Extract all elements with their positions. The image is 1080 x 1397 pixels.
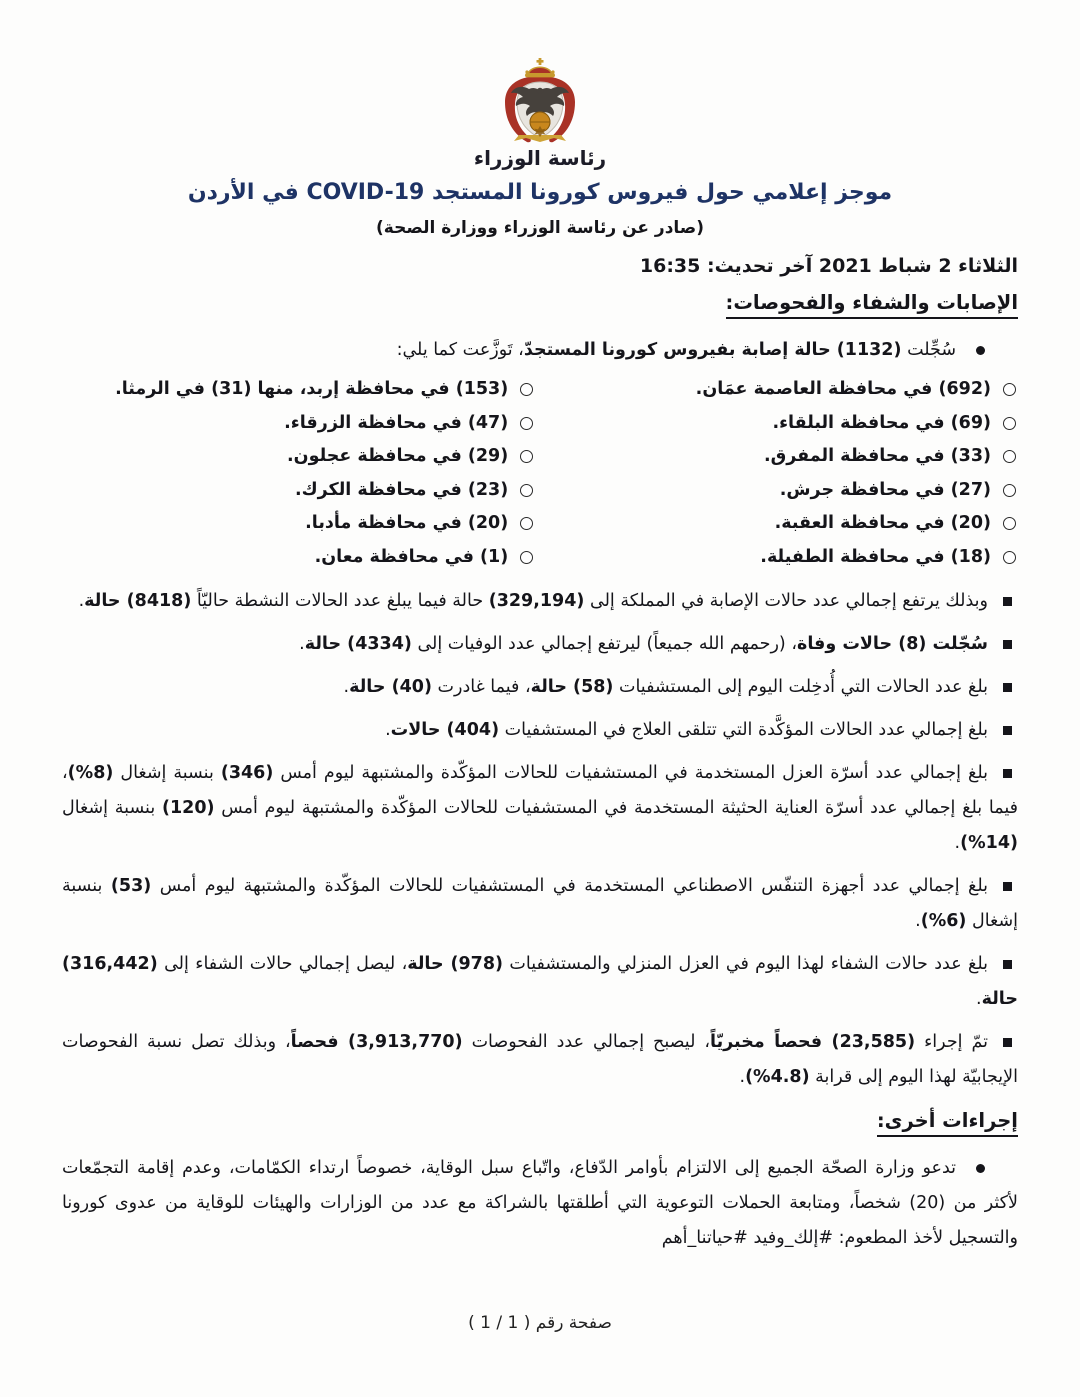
governorate-item: (69) في محافظة البلقاء. — [535, 407, 1018, 441]
governorate-item: (47) في محافظة الزرقاء. — [62, 407, 535, 441]
section-heading-measures: إجراءات أخرى: — [62, 1109, 1018, 1137]
governorate-item: (692) في محافظة العاصمة عمَان. — [535, 373, 1018, 407]
section-heading-cases: الإصابات والشفاء والفحوصات: — [62, 291, 1018, 319]
governorate-item: (20) في محافظة العقبة. — [535, 507, 1018, 541]
governorate-item: (27) في محافظة جرش. — [535, 474, 1018, 508]
date-line: الثلاثاء 2 شباط 2021 آخر تحديث: 16:35 — [639, 255, 1018, 277]
governorate-item: (29) في محافظة عجلون. — [62, 440, 535, 474]
stat-bullet-total-cases: وبذلك يرتفع إجمالي عدد حالات الإصابة في المملكة إلى (329,194) حالة فيما يبلغ عدد الحالات النشطة حاليّاً (8418) حالة. — [62, 584, 1018, 619]
stat-bullet-tests: تمّ إجراء (23,585) فحصاً مخبريّاً، ليصبح إجمالي عدد الفحوصات (3,913,770) فحصاً، وبذلك تصل نسبة الفحوصات الإيجابيّة لهذا اليوم إلى قرابة (%4.8). — [62, 1025, 1018, 1095]
page-subtitle: (صادر عن رئاسة الوزراء ووزارة الصحة) — [376, 218, 704, 238]
jordan-coat-of-arms-icon — [481, 58, 599, 144]
stat-bullet-recoveries: بلغ عدد حالات الشفاء لهذا اليوم في العزل المنزلي والمستشفيات (978) حالة، ليصل إجمالي حالات الشفاء إلى (316,442) حالة. — [62, 947, 1018, 1017]
governorate-item: (1) في محافظة معان. — [62, 541, 535, 575]
stat-bullet-hospital-treatment: بلغ إجمالي عدد الحالات المؤكَّدة التي تتلقى العلاج في المستشفيات (404) حالات. — [62, 713, 1018, 748]
stat-bullet-isolation-beds: بلغ إجمالي عدد أسرّة العزل المستخدمة في المستشفيات للحالات المؤكّدة والمشتبهة ليوم أمس (346) بنسبة إشغال (%8)، فيما بلغ إجمالي عدد أسرّة العناية الحثيثة المستخدمة في المستشفيات للحالات المؤكّدة والمشتبهة ليوم أمس (120) بنسبة إشغال (%14). — [62, 756, 1018, 861]
crown-icon — [525, 58, 555, 77]
logo — [62, 58, 1018, 170]
cases-intro-bullet: سُجِّلت (1132) حالة إصابة بفيروس كورونا المستجدّ، تَوزَّعت كما يلي: — [62, 333, 1018, 368]
statistics-list — [62, 584, 1018, 1095]
governorate-item: (23) في محافظة الكرك. — [62, 474, 535, 508]
governorates-list — [62, 373, 1018, 574]
stat-bullet-deaths: سُجّلت (8) حالات وفاة، (رحمهم الله جميعاً) ليرتفع إجمالي عدد الوفيات إلى (4334) حالة. — [62, 627, 1018, 662]
governorate-item: (33) في محافظة المفرق. — [535, 440, 1018, 474]
measures-bullet: تدعو وزارة الصحّة الجميع إلى الالتزام بأوامر الدّفاع، واتّباع سبل الوقاية، خصوصاً ارتداء الكمّامات، وعدم إقامة التجمّعات لأكثر من (20) شخصاً، ومتابعة الحملات التوعوية التي أطلقتها بالشراكة مع عدد من الوزارات والهيئات للوقاية من عدوى كورونا والتسجيل لأخذ المطعوم: #إلك_وفيد #حياتنا_أهم — [62, 1151, 1018, 1256]
stat-bullet-hospital-admissions: بلغ عدد الحالات التي أُدخِلت اليوم إلى المستشفيات (58) حالة، فيما غادرت (40) حالة. — [62, 670, 1018, 705]
logo-caption: رئاسة الوزراء — [473, 146, 607, 170]
stat-bullet-ventilators: بلغ إجمالي عدد أجهزة التنفّس الاصطناعي المستخدمة في المستشفيات للحالات المؤكّدة والمشتبهة ليوم أمس (53) بنسبة إشغال (%6). — [62, 869, 1018, 939]
page-title: موجز إعلامي حول فيروس كورونا المستجد COVID-19 في الأردن — [187, 180, 893, 205]
governorate-item: (153) في محافظة إربد، منها (31) في الرمثا. — [62, 373, 535, 407]
governorate-item: (20) في محافظة مأدبا. — [62, 507, 535, 541]
page-footer: صفحة رقم ( 1 / 1 ) — [468, 1313, 612, 1333]
governorate-item: (18) في محافظة الطفيلة. — [535, 541, 1018, 575]
